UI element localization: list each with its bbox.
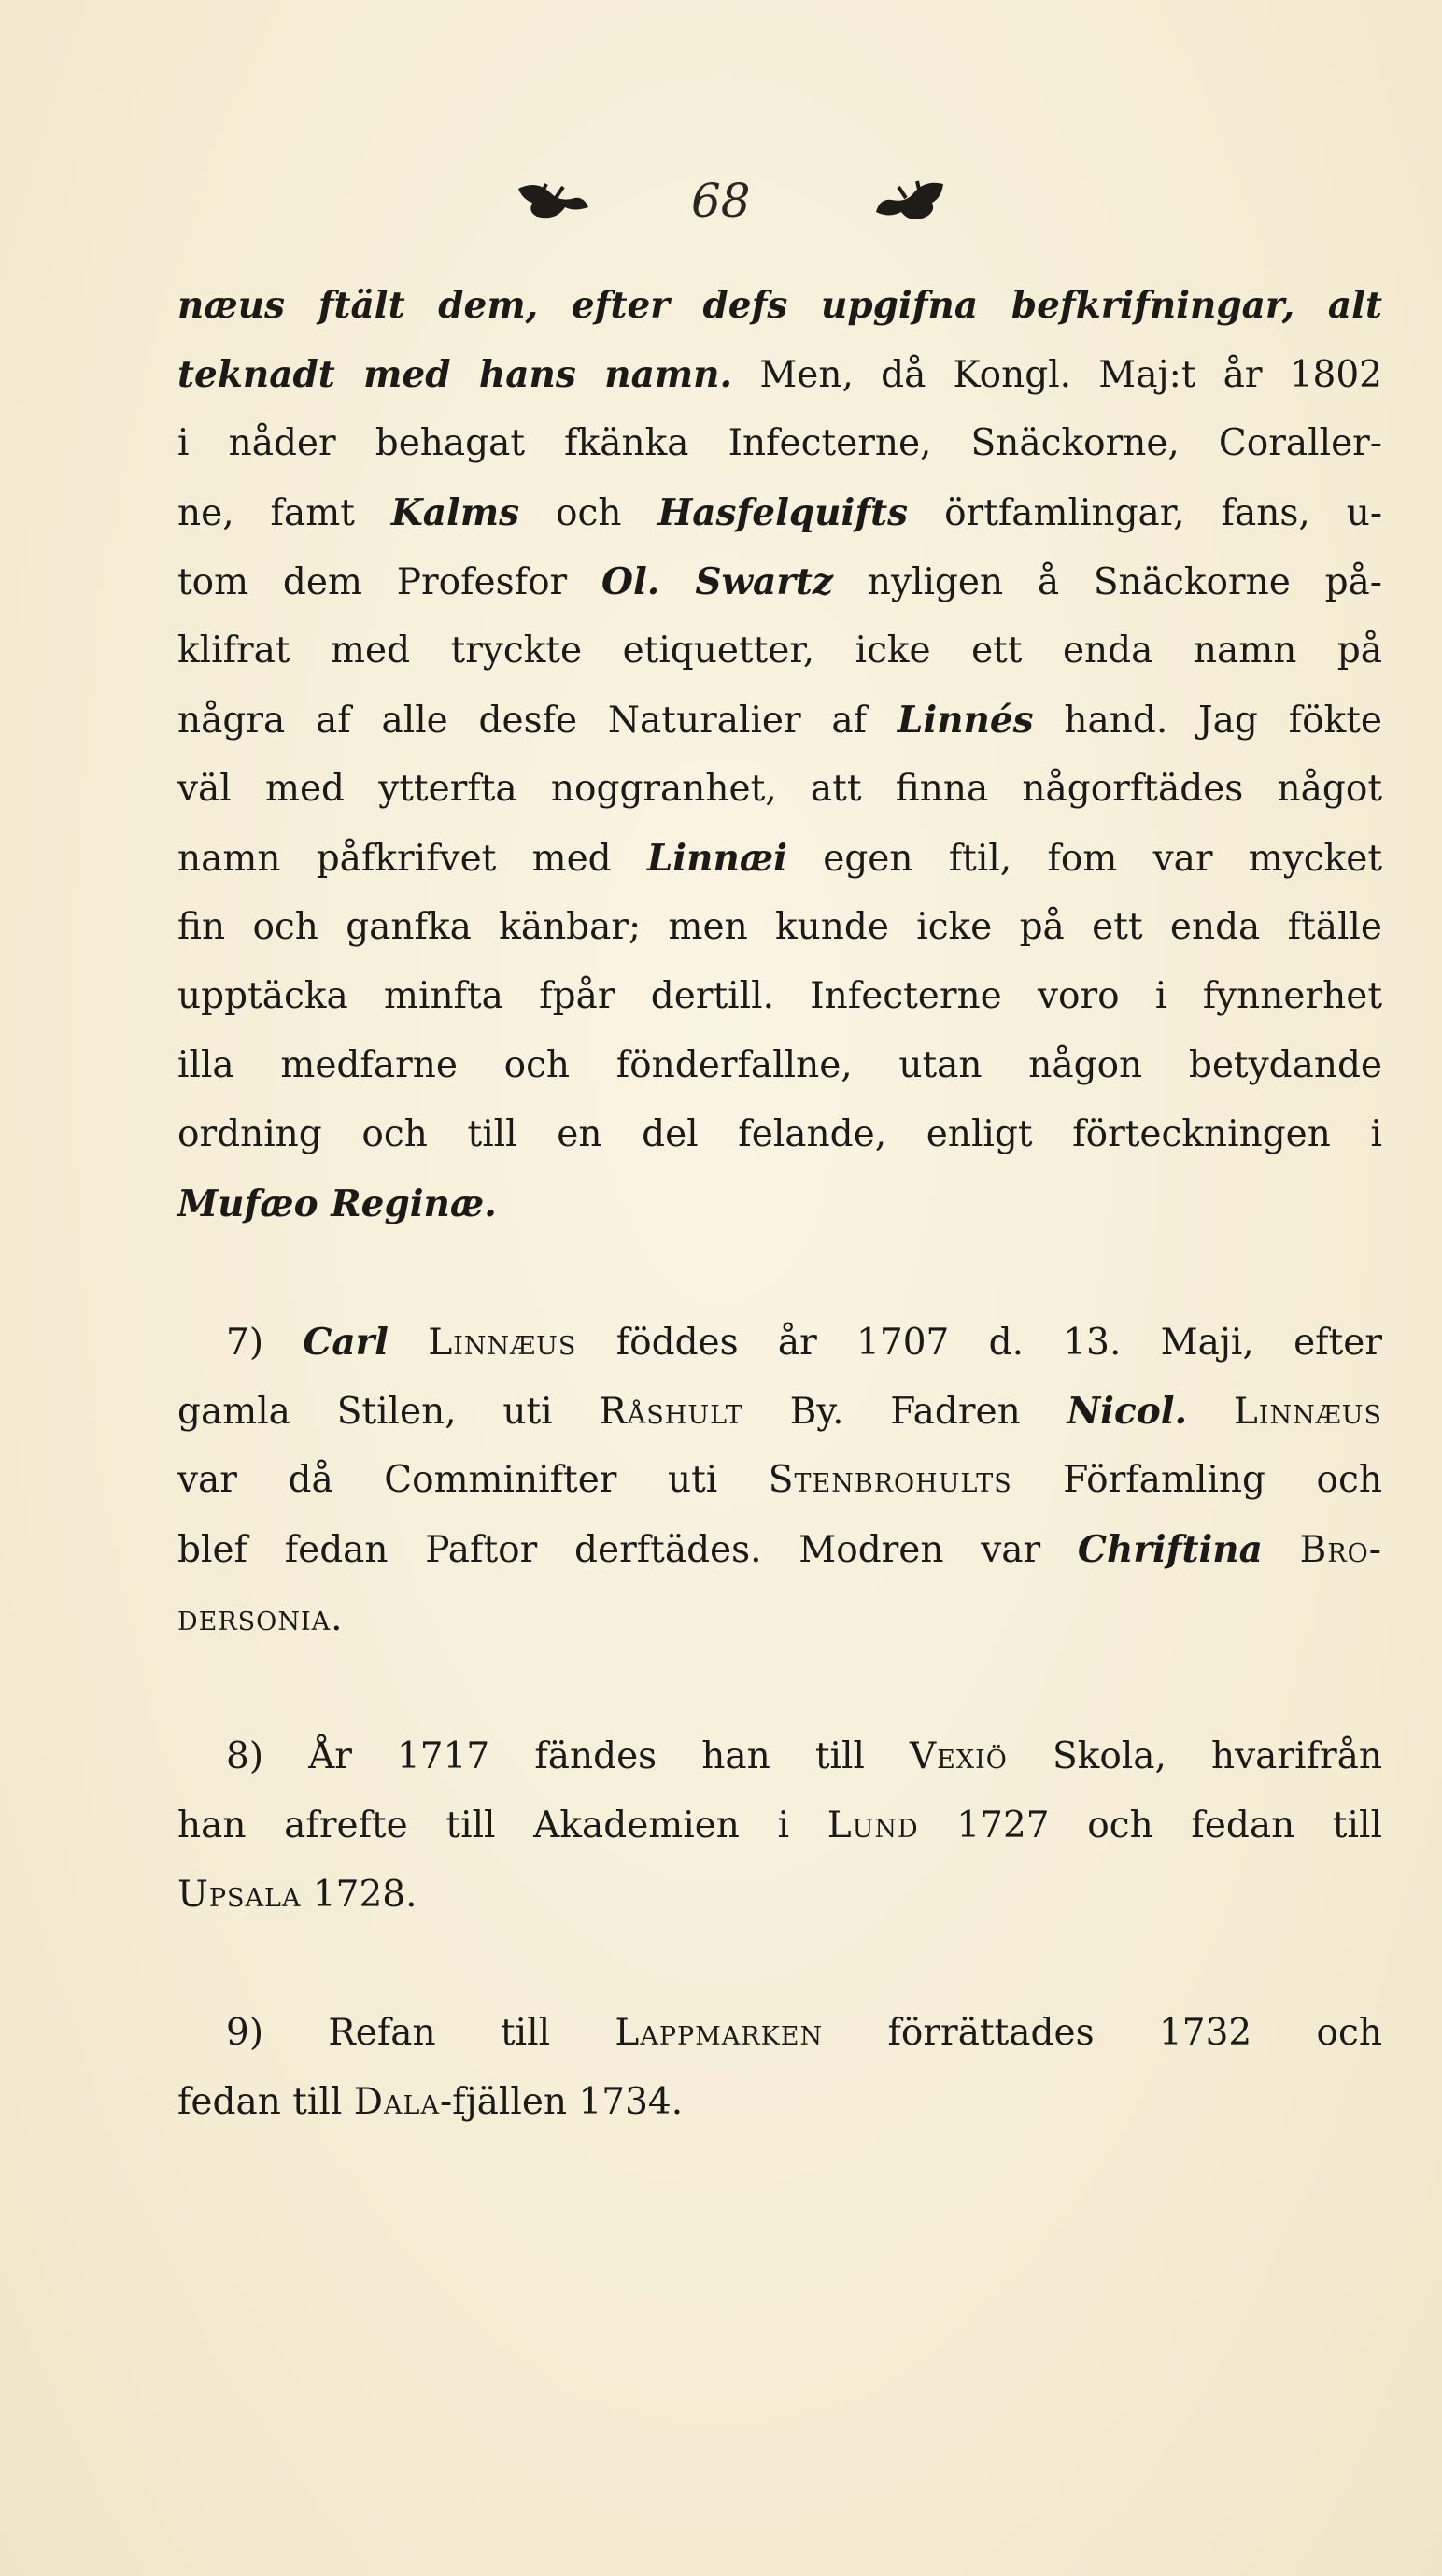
text-line	[177, 1722, 1382, 1791]
text-line	[177, 547, 1382, 616]
paragraph	[177, 1308, 1382, 1653]
text-run: 1728.	[301, 1874, 417, 1916]
text-run: ne, famt	[177, 492, 391, 534]
text-run: väl med ytterfta noggranhet, att finna någorftädes något	[177, 768, 1382, 810]
text-run: några af alle desfe Naturalier af	[177, 700, 898, 742]
text-run: Förfamling och	[1011, 1459, 1382, 1501]
text-run: Bro-	[1299, 1529, 1382, 1571]
text-line	[177, 1377, 1382, 1446]
text-line	[177, 1861, 1382, 1930]
text-run: och	[519, 492, 658, 534]
text-run: ordning och till en del felande, enligt förteckningen i	[177, 1113, 1382, 1155]
text-run: Ol. Swartz	[601, 560, 834, 603]
text-line	[177, 755, 1382, 824]
text-run: næus ftält dem, efter defs upgifna befkrifningar, alt	[177, 284, 1382, 327]
text-run: tom dem Profesfor	[177, 561, 601, 603]
text-run	[389, 1322, 428, 1364]
text-run: teknadt med hans namn.	[177, 353, 733, 396]
text-run: 8) År 1717 fändes han till	[226, 1735, 911, 1777]
text-run: 7)	[226, 1322, 304, 1364]
text-run: 9) Refan till	[226, 2012, 615, 2054]
text-line	[177, 616, 1382, 686]
text-run: han afrefte till Akademien i	[177, 1805, 827, 1847]
text-line	[177, 1515, 1382, 1584]
text-line	[177, 962, 1382, 1031]
text-run: illa medfarne och fönderfallne, utan någon betydande	[177, 1044, 1382, 1086]
text-run: By. Fadren	[742, 1391, 1067, 1433]
text-run: föddes år 1707 d. 13. Maji, efter	[576, 1322, 1382, 1364]
text-line	[177, 1308, 1382, 1377]
leaf-ornament-icon	[509, 170, 593, 235]
text-run: blef fedan Paftor derftädes. Modren var	[177, 1529, 1078, 1571]
leaf-ornament-icon	[869, 170, 953, 235]
text-line	[177, 1791, 1382, 1861]
text-run: Råshult	[599, 1391, 743, 1433]
text-run	[1263, 1529, 1300, 1571]
text-run: gamla Stilen, uti	[177, 1391, 600, 1433]
text-run: förrättades 1732 och	[823, 2012, 1382, 2054]
text-line	[177, 1169, 1382, 1238]
text-run: egen ftil, fom var mycket	[786, 838, 1382, 880]
text-run: Lund	[827, 1805, 919, 1847]
text-line	[177, 1584, 1382, 1653]
text-line	[177, 271, 1382, 340]
text-run: i nåder behagat fkänka Infecterne, Snäckorne, Coraller-	[177, 422, 1382, 464]
text-run: Linnæus	[428, 1322, 577, 1364]
text-run: örtfamlingar, fans, u-	[908, 492, 1382, 534]
text-line	[177, 1100, 1382, 1169]
text-run: Nicol.	[1067, 1390, 1188, 1433]
text-run: fedan till	[177, 2081, 354, 2123]
text-run: dersonia.	[177, 1597, 344, 1639]
text-run: 1727 och fedan till	[918, 1805, 1382, 1847]
text-line	[177, 340, 1382, 409]
text-run: Men, då Kongl. Maj:t år 1802	[732, 354, 1382, 396]
text-run: Dala	[353, 2081, 440, 2123]
text-line	[177, 824, 1382, 893]
text-run: Linnæus	[1233, 1391, 1382, 1433]
text-run: Lappmarken	[615, 2012, 824, 2054]
text-run: Vexiö	[910, 1735, 1008, 1777]
text-run: nyligen å Snäckorne på-	[833, 561, 1382, 603]
text-run: klifrat med tryckte etiquetter, icke ett enda namn på	[177, 630, 1382, 672]
text-run: namn påfkrifvet med	[177, 838, 647, 880]
paragraph	[177, 1722, 1382, 1930]
text-run: upptäcka minfta fpår dertill. Infecterne voro i fynnerhet	[177, 975, 1382, 1017]
text-run: Skola, hvarifrån	[1007, 1735, 1382, 1777]
text-run: Hasfelquifts	[657, 491, 909, 534]
text-run: Kalms	[390, 491, 520, 534]
text-line	[177, 2068, 1382, 2137]
paragraph	[177, 271, 1382, 1238]
text-run: -fjällen 1734.	[439, 2081, 684, 2123]
text-line	[177, 686, 1382, 755]
text-run: Chriftina	[1077, 1528, 1263, 1571]
text-run: Linnés	[897, 699, 1034, 742]
text-line	[177, 893, 1382, 962]
text-run: Linnæi	[646, 837, 787, 880]
text-run: hand. Jag fökte	[1033, 700, 1382, 742]
paragraph	[177, 1999, 1382, 2137]
page-number: 68	[691, 174, 751, 228]
text-line	[177, 409, 1382, 478]
text-line	[177, 1999, 1382, 2068]
text-run: Stenbrohults	[768, 1459, 1012, 1501]
text-run: Mufæo Reginæ.	[177, 1182, 497, 1225]
body-text	[177, 271, 1382, 2137]
page-header	[0, 157, 1442, 250]
text-line	[177, 1446, 1382, 1515]
text-run: fin och ganfka känbar; men kunde icke på ett enda ftälle	[177, 906, 1382, 948]
text-line	[177, 478, 1382, 547]
text-run: Carl	[303, 1321, 389, 1364]
text-run: var då Comminifter uti	[177, 1459, 769, 1501]
text-run	[1187, 1391, 1234, 1433]
text-run: Upsala	[177, 1874, 302, 1916]
text-line	[177, 1031, 1382, 1100]
